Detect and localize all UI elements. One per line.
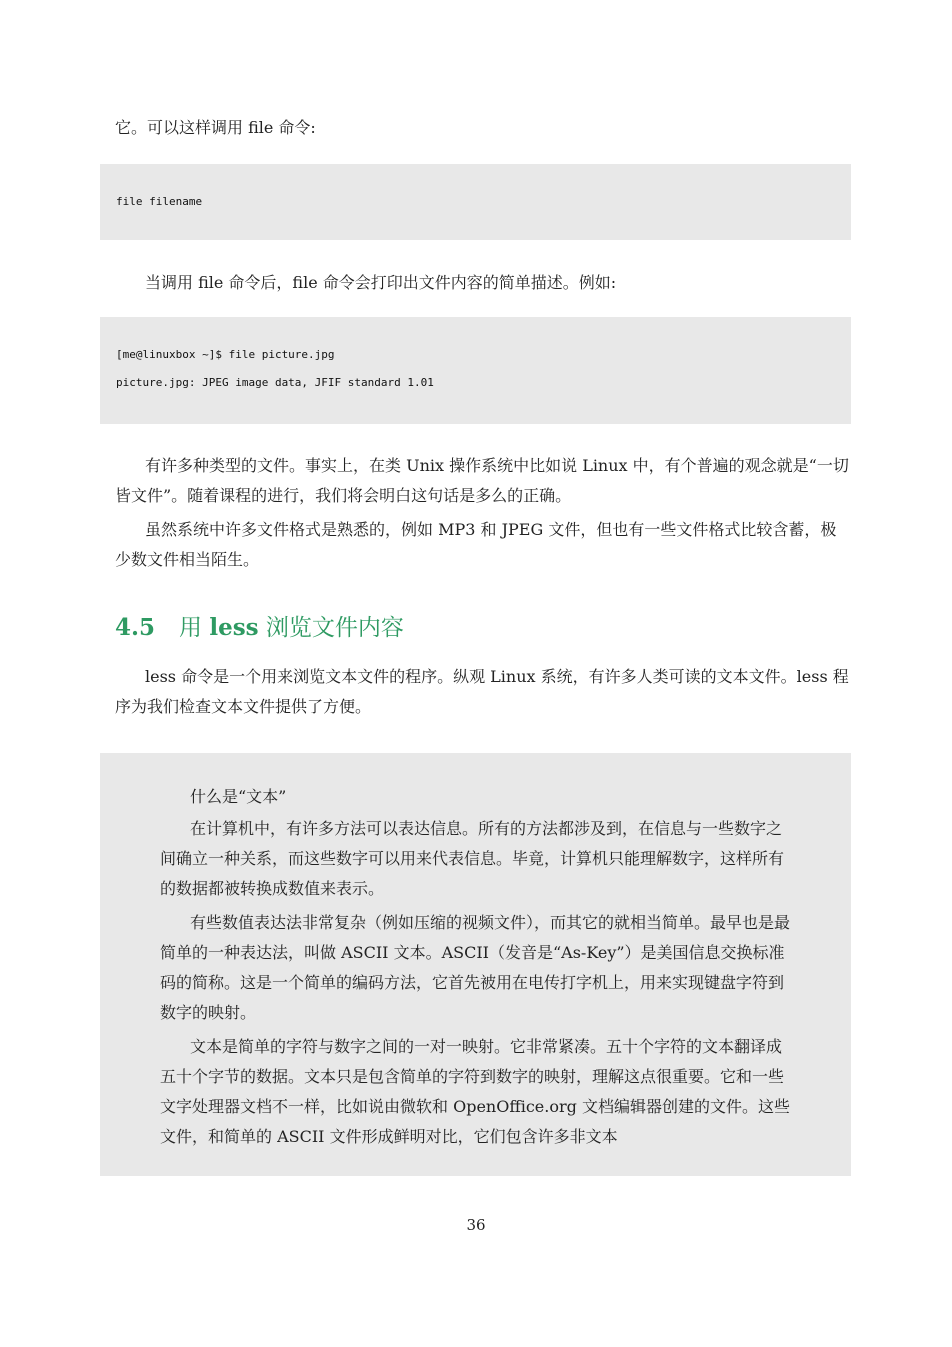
code-line: [me@linuxbox ~]$ file picture.jpg: [116, 348, 335, 361]
code-block-file-example: [100, 317, 851, 424]
code-line: file filename: [116, 195, 203, 208]
less-intro-paragraph: less 命令是一个用来浏览文本文件的程序。纵观 Linux 系统，有许多人类可读的文本文件。less 程序为我们检查文本文件提供了方便。: [115, 667, 849, 716]
sidebar-paragraph: 在计算机中，有许多方法可以表达信息。所有的方法都涉及到，在信息与一些数字之间确立一种关系，而这些数字可以用来代表信息。毕竟，计算机只能理解数字，这样所有的数据都被转换成数值来表示。: [160, 819, 785, 898]
file-description-paragraph: 当调用 file 命令后，file 命令会打印出文件内容的简单描述。例如:: [145, 273, 617, 292]
sidebar-what-is-text: [100, 753, 851, 1176]
sidebar-paragraph: 有些数值表达法非常复杂（例如压缩的视频文件），而其它的就相当简单。最早也是最简单的一种表达法，叫做 ASCII 文本。ASCII（发音是“As-Key”）是美国信息交换标准码的简称。这是一个简单的编码方法，它首先被用在电传打字机上，用来实现键盘字符到数字的映射。: [160, 913, 791, 1022]
section-title-command: less: [209, 614, 259, 641]
section-title-prefix: 用: [179, 615, 203, 641]
code-block-file-command: [100, 164, 851, 240]
section-heading: [115, 612, 404, 644]
sidebar-title: 什么是“文本”: [190, 787, 287, 806]
unix-files-paragraph: 有许多种类型的文件。事实上，在类 Unix 操作系统中比如说 Linux 中，有个普遍的观念就是“一切皆文件”。随着课程的进行，我们将会明白这句话是多么的正确。: [115, 456, 849, 505]
section-title-suffix: 浏览文件内容: [265, 615, 404, 641]
code-line: picture.jpg: JPEG image data, JFIF standard 1.01: [116, 376, 434, 389]
file-formats-paragraph: 虽然系统中许多文件格式是熟悉的，例如 MP3 和 JPEG 文件，但也有一些文件格式比较含蓄，极少数文件相当陌生。: [115, 520, 837, 569]
intro-paragraph: 它。可以这样调用 file 命令:: [115, 118, 316, 137]
section-number: 4.5: [115, 614, 156, 641]
sidebar-paragraph: 文本是简单的字符与数字之间的一对一映射。它非常紧凑。五十个字符的文本翻译成五十个字节的数据。文本只是包含简单的字符到数字的映射，理解这点很重要。它和一些文字处理器文档不一样，比如说由微软和 OpenOffice.org 文档编辑器创建的文件。这些文件，和简单的 ASCII 文件形成鲜明对比，它们包含许多非文本: [160, 1037, 790, 1146]
page-number: 36: [466, 1216, 486, 1234]
